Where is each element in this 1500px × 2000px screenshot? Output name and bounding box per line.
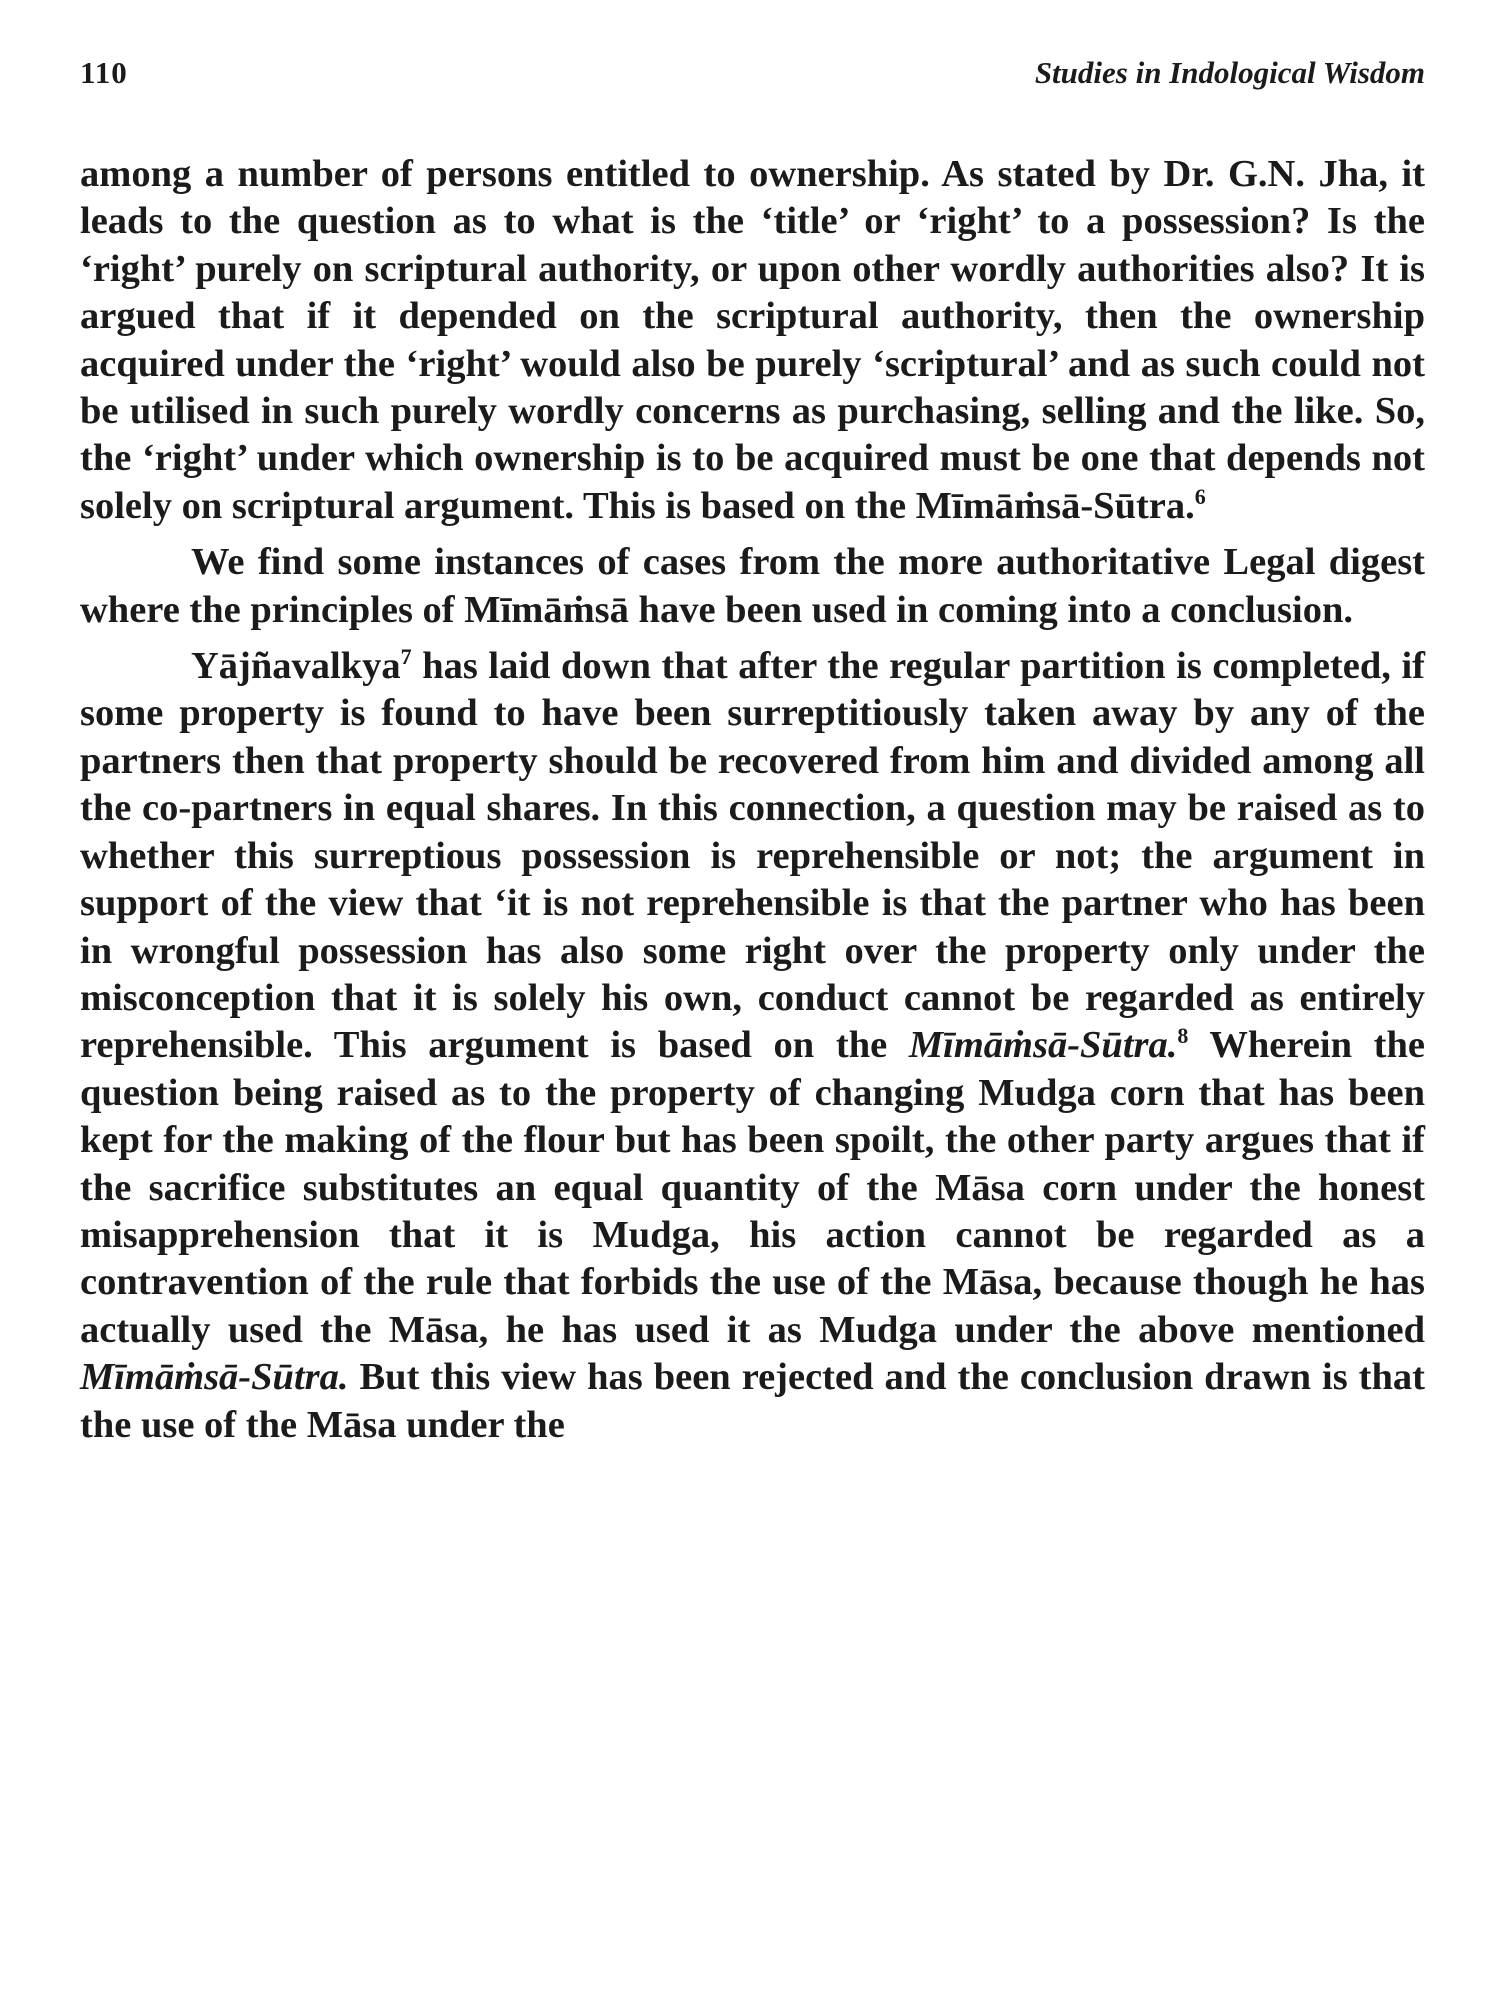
- book-page: [80, 52, 1425, 1952]
- work-title: Mīmāṁsā-Sūtra.: [908, 1024, 1178, 1067]
- paragraph-yajnavalkya-partition: [80, 643, 1425, 1449]
- paragraph-text: Wherein the question being raised as to the property of changing Mudga corn that has been kept for the making of the flour but has been spoilt, the other party argues that if the sacrifice substitutes an equal quantity of the Māsa corn under the honest misapprehension that it is Mudga, his action cannot be regarded as a contravention of the rule that forbids the use of the Māsa, because though he has actually used the Māsa, he has used it as Mudga under the above mentioned: [80, 1024, 1425, 1351]
- author-name: Yājñavalkya: [191, 645, 401, 688]
- footnote-reference-6: 6: [1194, 483, 1206, 509]
- work-title: Mīmāṁsā-Sūtra.: [80, 1356, 349, 1399]
- paragraph-text: We find some instances of cases from the more authoritative Legal digest where the principles of Mīmāṁsā have been used in coming into a conclusion.: [80, 541, 1425, 631]
- paragraph-text: has laid down that after the regular partition is completed, if some property is found to have been surreptitiously taken away by any of the partners then that property should be recovered from him and divided among all the co-partners in equal shares. In this connection, a question may be raised as to whether this surreptious possession is reprehensible or not; the argument in support of the view that ‘it is not reprehensible is that the partner who has been in wrongful possession has also some right over the property only under the misconception that it is solely his own, conduct cannot be regarded as entirely reprehensible. This argument is based on the: [80, 645, 1425, 1067]
- page-number: 110: [80, 55, 128, 90]
- running-header: [80, 52, 1425, 94]
- paragraph-legal-digest: [80, 539, 1425, 634]
- paragraph-ownership-right: [80, 151, 1425, 530]
- paragraph-text: But this view has been rejected and the conclusion drawn is that the use of the Māsa under the: [80, 1356, 1425, 1446]
- footnote-reference-8: 8: [1177, 1023, 1189, 1049]
- body-text: [80, 151, 1425, 1449]
- paragraph-text: among a number of persons entitled to ownership. As stated by Dr. G.N. Jha, it leads to the question as to what is the ‘title’ or ‘right’ to a possession? Is the ‘right’ purely on scriptural authority, or upon other wordly authorities also? It is argued that if it depended on the scriptural authority, then the ownership acquired under the ‘right’ would also be purely ‘scriptural’ and as such could not be utilised in such purely wordly concerns as purchasing, selling and the like. So, the ‘right’ under which ownership is to be acquired must be one that depends not solely on scriptural argument. This is based on the Mīmāṁsā-Sūtra.: [80, 153, 1425, 527]
- footnote-reference-7: 7: [400, 644, 412, 670]
- book-title: Studies in Indological Wisdom: [1034, 55, 1425, 90]
